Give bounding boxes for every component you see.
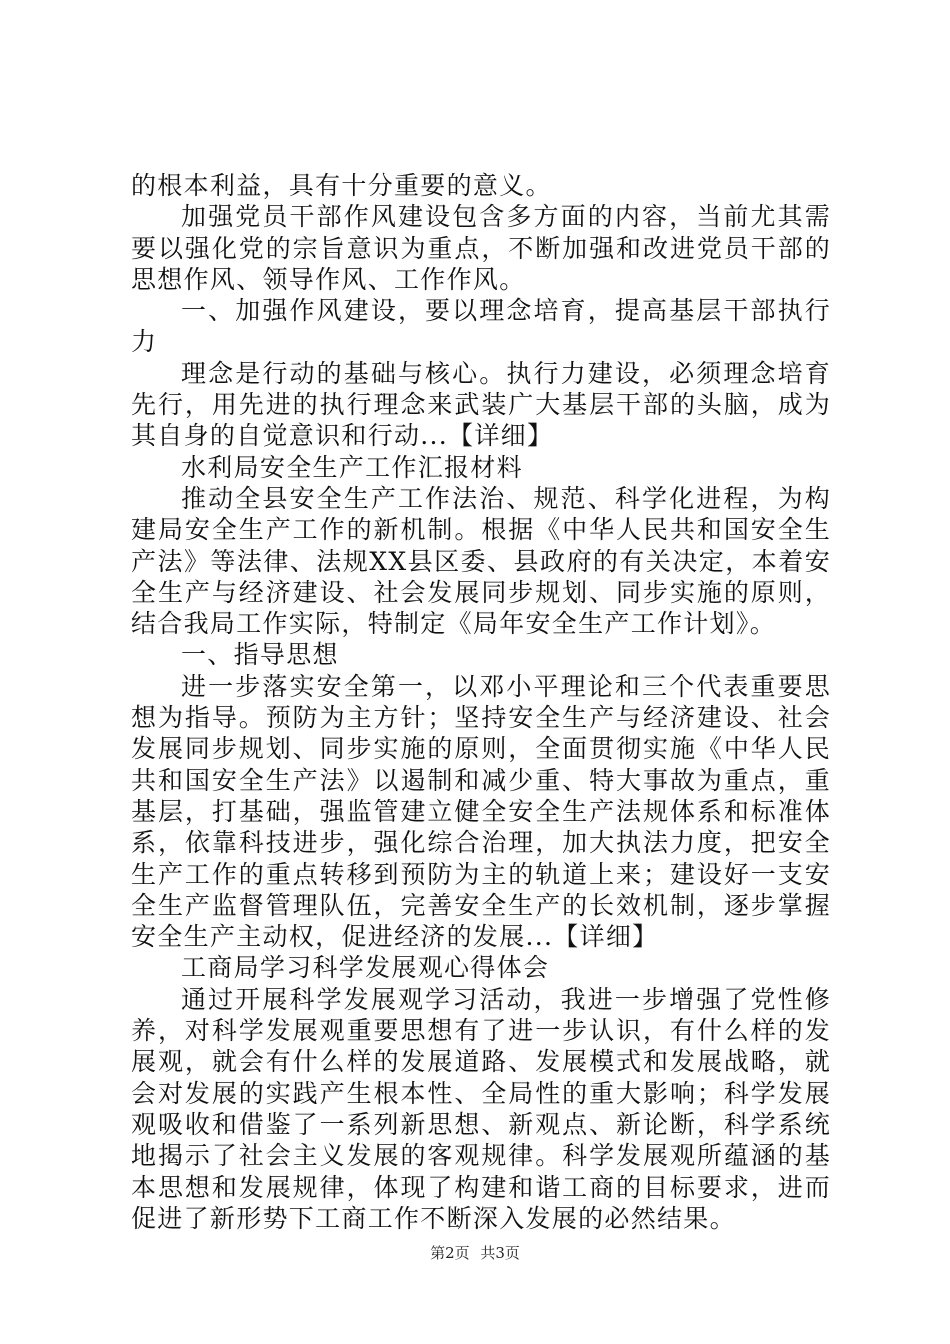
article-title-water-bureau: 水利局安全生产工作汇报材料 — [181, 452, 523, 482]
paragraph-2: 加强党员干部作风建设包含多方面的内容，当前尤其需要以强化党的宗旨意识为重点，不断加强和改进党员干部的思想作风、领导作风、工作作风。 — [131, 202, 831, 294]
page-total: 共3页 — [480, 1244, 520, 1262]
page-number: 第2页 — [430, 1244, 470, 1262]
section-heading-1: 一、加强作风建设，要以理念培育，提高基层干部执行力 — [131, 296, 831, 357]
document-body — [131, 170, 831, 1234]
paragraph-3: 理念是行动的基础与核心。执行力建设，必须理念培育先行，用先进的执行理念来武装广大基层干部的头脑，成为其自身的自觉意识和行动...【详细】 — [131, 358, 831, 451]
section-heading-2: 一、指导思想 — [181, 640, 339, 670]
paragraph-1: 的根本利益，具有十分重要的意义。 — [131, 171, 552, 200]
paragraph-5: 进一步落实安全第一，以邓小平理论和三个代表重要思想为指导。预防为主方针；坚持安全生产与经济建设、社会发展同步规划、同步实施的原则，全面贯彻实施《中华人民共和国安全生产法》以遏制和减少重、特大事故为重点，重基层，打基础，强监管建立健全安全生产法规体系和标准体系，依靠科技进步，强化综合治理，加大执法力度，把安全生产工作的重点转移到预防为主的轨道上来；建设好一支安全生产监督管理队伍，完善安全生产的长效机制，逐步掌握安全生产主动权，促进经济的发展...【详细】 — [131, 671, 831, 952]
article-title-commerce-bureau: 工商局学习科学发展观心得体会 — [181, 953, 550, 983]
page-footer — [0, 1243, 950, 1263]
paragraph-4: 推动全县安全生产工作法治、规范、科学化进程，为构建局安全生产工作的新机制。根据《中华人民共和国安全生产法》等法律、法规XX县区委、县政府的有关决定，本着安全生产与经济建设、社会发展同步规划、同步实施的原则，结合我局工作实际，特制定《局年安全生产工作计划》。 — [131, 483, 831, 639]
paragraph-6: 通过开展科学发展观学习活动，我进一步增强了党性修养，对科学发展观重要思想有了进一步认识，有什么样的发展观，就会有什么样的发展道路、发展模式和发展战略，就会对发展的实践产生根本性、全局性的重大影响；科学发展观吸收和借鉴了一系列新思想、新观点、新论断，科学系统地揭示了社会主义发展的客观规律。科学发展观所蕴涵的基本思想和发展规律，体现了构建和谐工商的目标要求，进而促进了新形势下工商工作不断深入发展的必然结果。 — [131, 984, 831, 1233]
